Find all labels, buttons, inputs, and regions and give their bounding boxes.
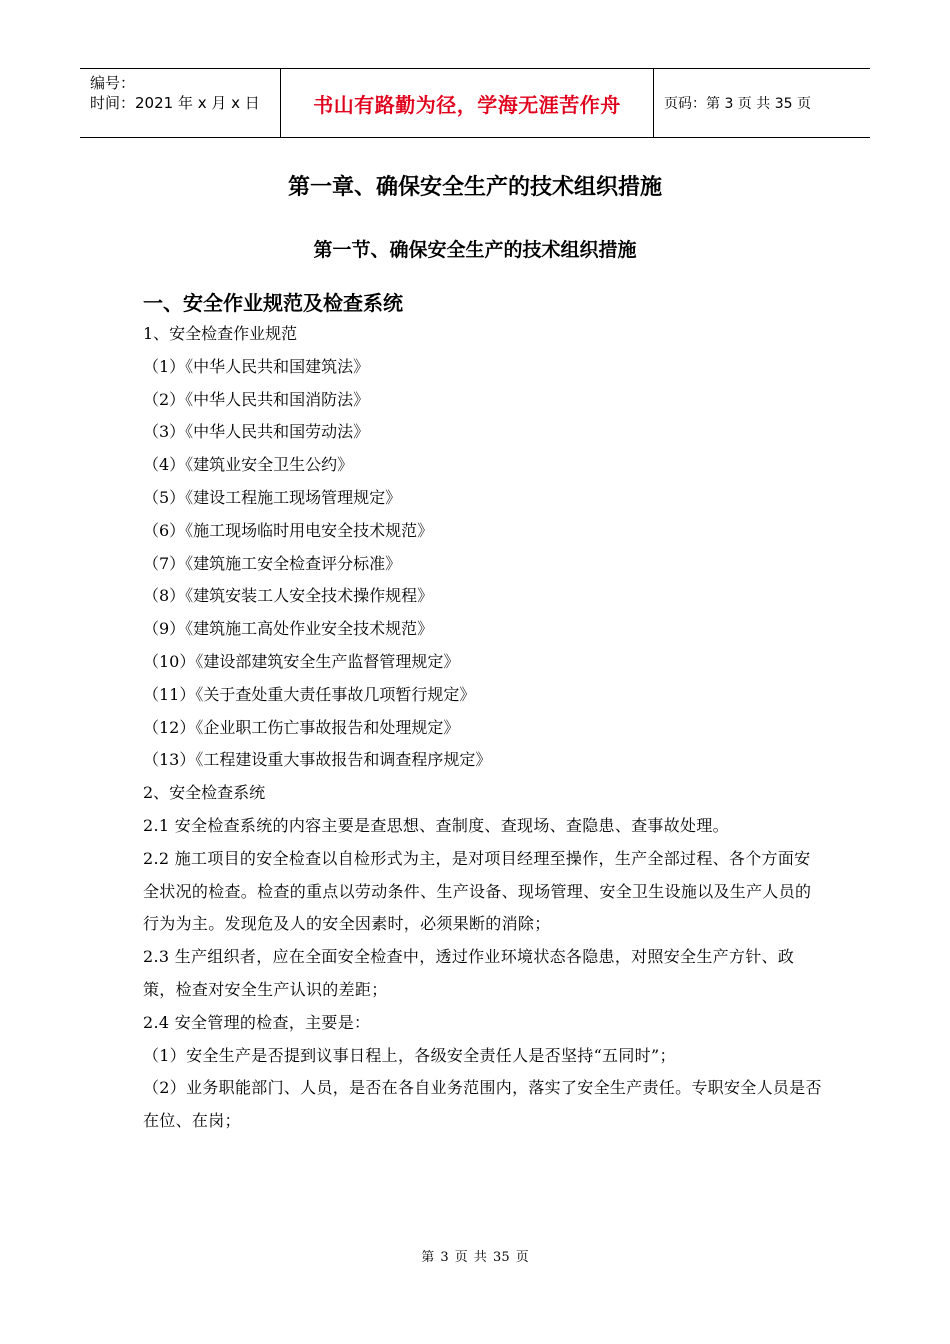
- page-footer: 第 3 页 共 35 页: [421, 1250, 529, 1265]
- list-item: （7）《建筑施工安全检查评分标准》: [143, 553, 402, 573]
- paragraph-2-3: 2.3 生产组织者，应在全面安全检查中，透过作业环境状态各隐患，对照安全生产方针、政策，检查对安全生产认识的差距；: [143, 947, 795, 999]
- list-item: （3）《中华人民共和国劳动法》: [143, 422, 370, 442]
- list-item: （4）《建筑业安全卫生公约》: [143, 455, 354, 475]
- list-item: （2）《中华人民共和国消防法》: [143, 389, 370, 409]
- paragraph-2-2: 2.2 施工项目的安全检查以自检形式为主，是对项目经理至操作，生产全部过程、各个方面安全状况的检查。检查的重点以劳动条件、生产设备、现场管理、安全卫生设施以及生产人员的行为为主。发现危及人的安全因素时，必须果断的消除；: [143, 848, 812, 934]
- header-page-info-cell: [654, 69, 870, 137]
- heading-safety-inspection-norms: 1、安全检查作业规范: [143, 324, 298, 343]
- list-item: （11）《关于查处重大责任事故几项暂行规定》: [143, 684, 476, 704]
- list-item: （8）《建筑安装工人安全技术操作规程》: [143, 586, 434, 606]
- list-item: （5）《建设工程施工现场管理规定》: [143, 487, 402, 507]
- header-page-info: 页码：第 3 页 共 35 页: [664, 96, 811, 112]
- document-body: [143, 318, 823, 1138]
- list-item: （12）《企业职工伤亡事故报告和处理规定》: [143, 717, 460, 737]
- section-title: 第一节、确保安全生产的技术组织措施: [313, 239, 637, 261]
- paragraph-2-4-1: （1）安全生产是否提到议事日程上，各级安全责任人是否坚持“五同时”；: [143, 1045, 676, 1065]
- list-item: （6）《施工现场临时用电安全技术规范》: [143, 520, 434, 540]
- doc-date: 时间：2021 年 x 月 x 日: [90, 94, 260, 112]
- list-item: （10）《建设部建筑安全生产监督管理规定》: [143, 651, 460, 671]
- paragraph-2-1: 2.1 安全检查系统的内容主要是查思想、查制度、查现场、查隐患、查事故处理。: [143, 815, 729, 835]
- list-item: （13）《工程建设重大事故报告和调查程序规定》: [143, 750, 492, 770]
- chapter-title: 第一章、确保安全生产的技术组织措施: [287, 175, 662, 200]
- header-motto: 书山有路勤为径，学海无涯苦作舟: [313, 92, 621, 117]
- list-item: （9）《建筑施工高处作业安全技术规范》: [143, 619, 434, 639]
- list-item: （1）《中华人民共和国建筑法》: [143, 356, 370, 376]
- paragraph-2-4: 2.4 安全管理的检查，主要是：: [143, 1012, 371, 1032]
- heading-safety-inspection-system: 2、安全检查系统: [143, 783, 266, 803]
- paragraph-2-4-2: （2）业务职能部门、人员，是否在各自业务范围内，落实了安全生产责任。专职安全人员是否在位、在岗；: [143, 1078, 822, 1131]
- header-motto-cell: [280, 69, 654, 137]
- subsection-title: 一、安全作业规范及检查系统: [143, 291, 403, 315]
- header-meta: [80, 69, 280, 137]
- doc-number-label: 编号：: [90, 74, 136, 92]
- document-header: [80, 68, 870, 138]
